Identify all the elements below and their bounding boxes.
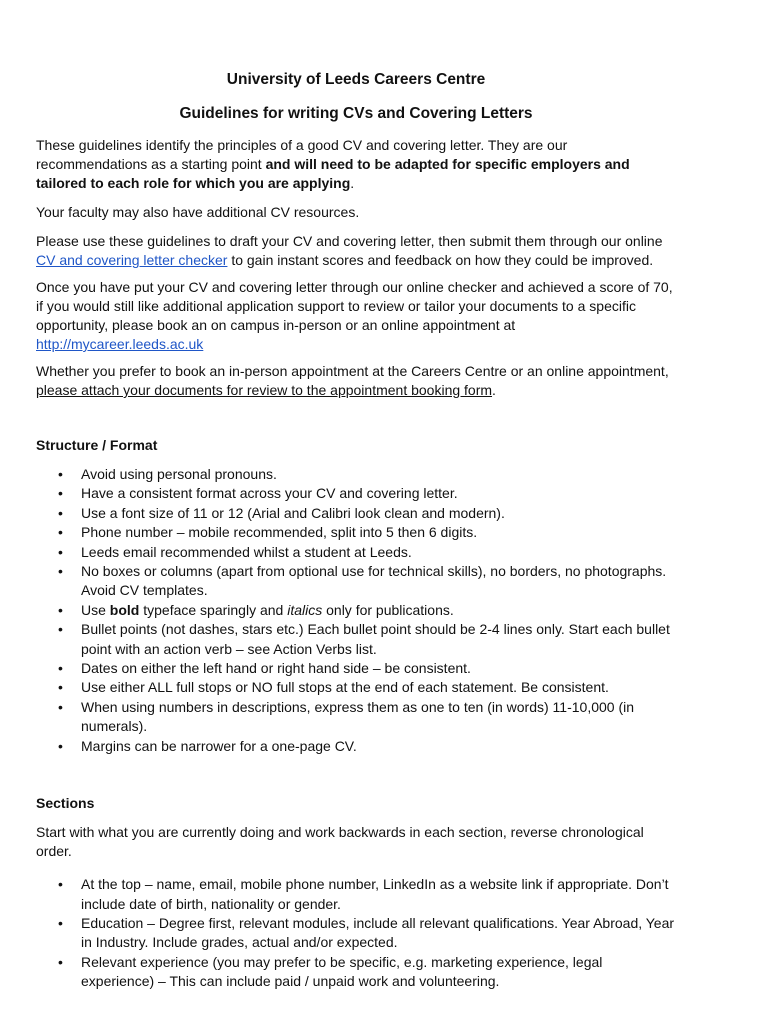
structure-list [36,465,676,756]
list-item [36,562,676,601]
list-item [36,543,676,562]
bullet-icon: • [58,504,63,521]
bold-item-text-3: only for publications. [322,601,454,618]
list-item [36,659,676,678]
list-item [36,875,676,914]
bullet-icon: • [58,737,63,754]
list-item [36,620,676,659]
list-item [36,953,676,992]
list-item [36,914,676,953]
intro-paragraph-3 [36,232,676,270]
list-item-text: At the top – name, email, mobile phone number, LinkedIn as a website link if appropriate. Don’t include date of birth, nationality or gender. [81,876,669,912]
bullet-icon: • [58,485,63,502]
list-item-text: Leeds email recommended whilst a student at Leeds. [81,543,412,560]
list-item-text: Dates on either the left hand or right hand side – be consistent. [81,660,471,677]
intro-paragraph-4 [36,278,676,354]
document-title: Guidelines for writing CVs and Covering Letters [179,105,533,122]
intro-p1-end: . [350,175,355,191]
intro-p5-text: Whether you prefer to book an in-person appointment at the Careers Centre or an online appointment, [36,363,669,379]
bullet-icon: • [58,914,63,931]
list-item-text: Education – Degree first, relevant modules, include all relevant qualifications. Year Abroad, Year in Industry. Include grades, actual and/or expected. [81,914,675,951]
intro-paragraph-1 [36,136,676,193]
list-item [36,678,676,697]
list-item [36,504,676,523]
list-item-text: Use either ALL full stops or NO full stops at the end of each statement. Be consistent. [81,679,609,696]
bullet-icon: • [58,660,63,677]
bullet-icon: • [58,524,63,541]
intro-p5-end: . [492,382,496,398]
mycareer-link[interactable]: http://mycareer.leeds.ac.uk [36,336,204,352]
list-item [36,523,676,542]
bold-word: bold [109,601,140,618]
bold-item-text: Use [81,601,110,618]
intro-p3-text: Please use these guidelines to draft your CV and covering letter, then submit them through our online [36,233,663,249]
list-item-text: When using numbers in descriptions, express them as one to ten (in words) 11-10,000 (in numerals). [81,698,635,735]
document-page [36,70,676,992]
italic-word: italics [287,601,323,618]
list-item-text: Relevant experience (you may prefer to be specific, e.g. marketing experience, legal experience) – This can include paid / unpaid work and volunteering. [81,953,603,990]
bullet-icon: • [58,621,63,638]
sections-list [36,875,676,991]
list-item-text: No boxes or columns (apart from optional use for technical skills), no borders, no photographs. Avoid CV templates. [81,563,667,599]
bullet-icon: • [58,953,63,970]
list-item-text: Avoid using personal pronouns. [81,466,277,482]
bullet-icon: • [58,698,63,715]
list-item-text: Phone number – mobile recommended, split into 5 then 6 digits. [81,524,478,541]
org-title: University of Leeds Careers Centre [226,71,486,88]
list-item-text: Use a font size of 11 or 12 (Arial and Calibri look clean and modern). [81,504,505,521]
bullet-icon: • [58,543,63,560]
sections-heading: Sections [36,795,95,812]
booking-form-link[interactable]: please attach your documents for review to the appointment booking form [36,382,493,398]
bullet-icon: • [58,601,63,618]
sections-intro: Start with what you are currently doing and work backwards in each section, reverse chronological order. [36,824,644,860]
list-item-text: Bullet points (not dashes, stars etc.) Each bullet point should be 2-4 lines only. Start each bullet point with an action verb – see Action Verbs list. [81,621,670,657]
intro-paragraph-5 [36,362,676,400]
intro-p4-text: Once you have put your CV and covering letter through our online checker and achieved a score of 70, if you would still like additional application support to review or tailor your documents to a specific opportunity, please book an on campus in-person or an online appointment at [36,279,673,333]
list-item [36,484,676,503]
bullet-icon: • [58,466,63,482]
bullet-icon: • [58,679,63,696]
cv-checker-link[interactable]: CV and covering letter checker [36,252,228,268]
intro-paragraph-2: Your faculty may also have additional CV resources. [36,204,360,220]
intro-p3-text-2: to gain instant scores and feedback on how they could be improved. [227,252,654,268]
list-item [36,601,676,620]
list-item [36,737,676,756]
list-item-text: Margins can be narrower for a one-page CV. [81,737,357,754]
bold-item-text-2: typeface sparingly and [139,601,288,618]
bullet-icon: • [58,876,63,893]
list-item-text: Have a consistent format across your CV and covering letter. [81,485,458,502]
structure-heading: Structure / Format [36,437,158,453]
bullet-icon: • [58,563,63,580]
intro-p1-bold: and will need to be adapted for specific employers and tailored to each role for which you are applying [36,156,630,191]
list-item [36,698,676,737]
intro-p1-text: These guidelines identify the principles of a good CV and covering letter. They are our recommendations as a starting point [36,137,568,172]
list-item [36,465,676,484]
